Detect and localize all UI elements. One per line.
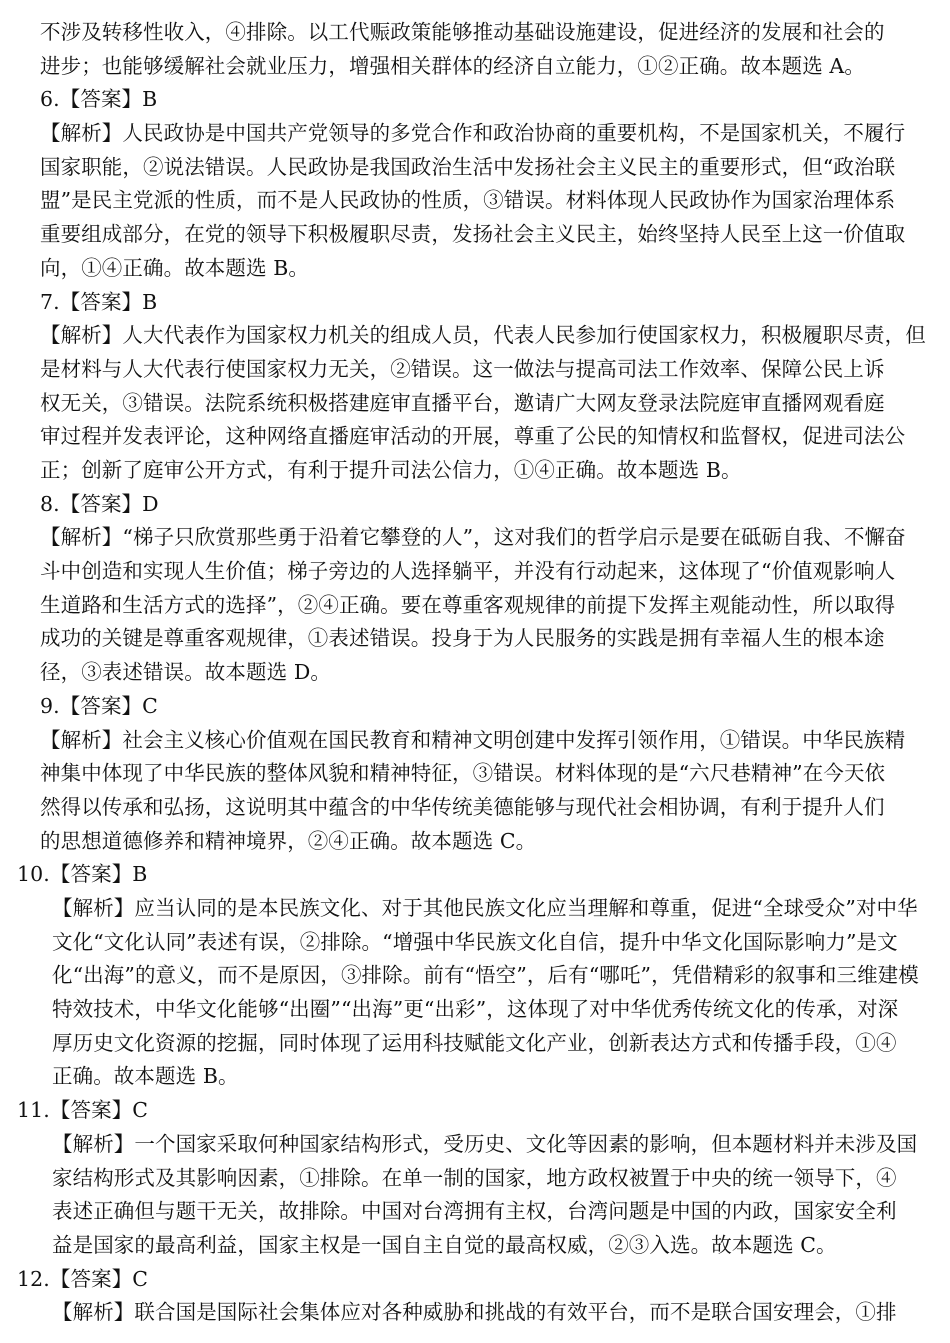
text-line: 成功的关键是尊重客观规律，①表述错误。投身于为人民服务的实践是拥有幸福人生的根本途 (40, 626, 885, 651)
text-line: 益是国家的最高利益，国家主权是一国自主自觉的最高权威，②③入选。故本题选 C。 (52, 1232, 837, 1257)
text-line: 特效技术，中华文化能够“出圈”“出海”更“出彩”，这体现了对中华优秀传统文化的传承，对深 (52, 997, 899, 1022)
text-line: 家结构形式及其影响因素，①排除。在单一制的国家，地方政权被置于中央的统一领导下，④ (52, 1165, 897, 1190)
text-line: 表述正确但与题干无关，故排除。中国对台湾拥有主权，台湾问题是中国的内政，国家安全利 (52, 1199, 897, 1224)
text-line: 重要组成部分，在党的领导下积极履职尽责，发扬社会主义民主，始终坚持人民至上这一价值取 (40, 222, 906, 247)
text-line: 盟”是民主党派的性质，而不是人民政协的性质，③错误。材料体现人民政协作为国家治理体系 (40, 188, 896, 213)
answer-heading-q8: 8.【答案】D (40, 491, 159, 516)
text-line: 神集中体现了中华民族的整体风貌和精神特征，③错误。材料体现的是“六尺巷精神”在今天依 (40, 761, 886, 786)
text-line: 国家职能，②说法错误。人民政协是我国政治生活中发扬社会主义民主的重要形式，但“政治联 (40, 154, 896, 179)
text-line: 是材料与人大代表行使国家权力无关，②错误。这一做法与提高司法工作效率、保障公民上诉 (40, 356, 885, 381)
answer-heading-q7: 7.【答案】B (40, 289, 158, 314)
text-line: 斗中创造和实现人生价值；梯子旁边的人选择躺平，并没有行动起来，这体现了“价值观影响人 (40, 559, 896, 584)
text-line: 厚历史文化资源的挖掘，同时体现了运用科技赋能文化产业，创新表达方式和传播手段，①④ (52, 1030, 897, 1055)
answer-heading-q12: 12.【答案】C (17, 1266, 149, 1291)
text-line: 向，①④正确。故本题选 B。 (40, 255, 309, 280)
text-line: 【解析】人民政协是中国共产党领导的多党合作和政治协商的重要机构，不是国家机关，不履行 (40, 121, 906, 146)
text-line: 正；创新了庭审公开方式，有利于提升司法公信力，①④正确。故本题选 B。 (40, 458, 742, 482)
text-line: 【解析】一个国家采取何种国家结构形式，受历史、文化等因素的影响，但本题材料并未涉及国 (52, 1131, 918, 1156)
text-line: 文化“文化认同”表述有误，②排除。“增强中华民族文化自信，提升中华文化国际影响力”是文 (52, 929, 898, 954)
text-line: 生道路和生活方式的选择”，②④正确。要在尊重客观规律的前提下发挥主观能动性，所以取得 (40, 592, 896, 617)
text-line: 审过程并发表评论，这种网络直播庭审活动的开展，尊重了公民的知情权和监督权，促进司法公 (40, 424, 906, 449)
text-line: 权无关，③错误。法院系统积极搭建庭审直播平台，邀请广大网友登录法院庭审直播网观看庭 (40, 390, 885, 415)
text-line: 正确。故本题选 B。 (52, 1064, 239, 1089)
text-line: 化“出海”的意义，而不是原因，③排除。前有“悟空”，后有“哪吒”，凭借精彩的叙事和三维建模 (52, 963, 919, 988)
text-line: 不涉及转移性收入，④排除。以工代赈政策能够推动基础设施建设，促进经济的发展和社会的 (40, 20, 885, 44)
text-line: 【解析】联合国是国际社会集体应对各种威胁和挑战的有效平台，而不是联合国安理会，①排 (52, 1300, 897, 1325)
text-line: 【解析】人大代表作为国家权力机关的组成人员，代表人民参加行使国家权力，积极履职尽责，但 (40, 323, 926, 348)
text-line: 【解析】“梯子只欣赏那些勇于沿着它攀登的人”，这对我们的哲学启示是要在砥砺自我、不懈奋 (40, 525, 906, 550)
text-line: 【解析】应当认同的是本民族文化、对于其他民族文化应当理解和尊重，促进“全球受众”对中华 (52, 896, 918, 920)
text-line: 进步；也能够缓解社会就业压力，增强相关群体的经济自立能力，①②正确。故本题选 A。 (40, 53, 865, 78)
answer-heading-q11: 11.【答案】C (17, 1098, 149, 1123)
answer-heading-q6: 6.【答案】B (40, 87, 158, 112)
answer-heading-q10: 10.【答案】B (17, 862, 148, 887)
text-line: 的思想道德修养和精神境界，②④正确。故本题选 C。 (40, 828, 537, 853)
answer-heading-q9: 9.【答案】C (40, 693, 158, 718)
text-line: 然得以传承和弘扬，这说明其中蕴含的中华传统美德能够与现代社会相协调，有利于提升人们 (40, 794, 885, 819)
text-line: 径，③表述错误。故本题选 D。 (40, 660, 331, 685)
text-line: 【解析】社会主义核心价值观在国民教育和精神文明创建中发挥引领作用，①错误。中华民族精 (40, 727, 906, 752)
